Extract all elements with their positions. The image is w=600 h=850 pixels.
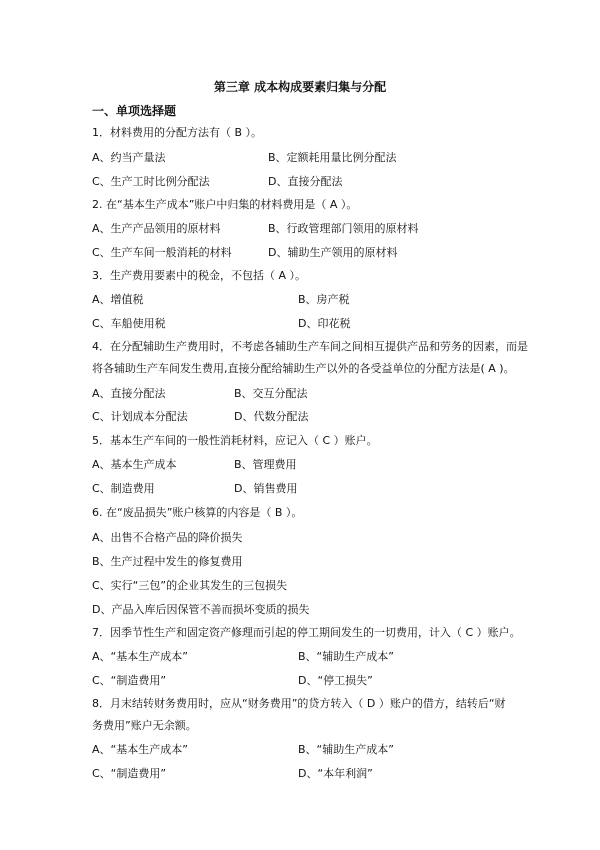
question-4-option-a: A、直接分配法 (92, 387, 166, 400)
question-1-option-d: D、直接分配法 (268, 175, 343, 188)
question-7-option-b: B、“辅助生产成本” (298, 650, 394, 663)
question-5-option-b: B、管理费用 (234, 458, 297, 471)
question-4-stem-line-2: 将各辅助生产车间发生费用,直接分配给辅助生产以外的各受益单位的分配方法是( A )。 (92, 362, 515, 375)
question-2-option-a: A、生产产品领用的原材料 (92, 222, 221, 235)
question-6-option-b: B、生产过程中发生的修复费用 (92, 555, 243, 568)
question-6-option-a: A、出售不合格产品的降价损失 (92, 531, 243, 544)
question-3-option-b: B、房产税 (298, 293, 350, 306)
question-3-option-a: A、增值税 (92, 293, 144, 306)
question-7-stem: 7．因季节性生产和固定资产修理而引起的停工期间发生的一切费用，计入（ C ）账户。 (92, 626, 521, 639)
question-4-option-c: C、计划成本分配法 (92, 410, 188, 423)
question-7-option-a: A、“基本生产成本” (92, 650, 188, 663)
question-2-option-d: D、辅助生产领用的原材料 (268, 246, 398, 259)
question-1-stem: 1．材料费用的分配方法有（ B ）。 (92, 126, 263, 139)
question-2-option-b: B、行政管理部门领用的原材料 (268, 222, 419, 235)
question-8-stem-line-1: 8．月末结转财务费用时，应从“财务费用”的贷方转入（ D ）账户的借方，结转后“财 (92, 697, 506, 710)
question-3-option-d: D、印花税 (298, 317, 351, 330)
question-2-stem: 2. 在“基本生产成本”账户中归集的材料费用是（ A ）。 (92, 198, 358, 211)
question-4-option-d: D、代数分配法 (234, 410, 309, 423)
question-3-option-c: C、车船使用税 (92, 317, 166, 330)
section-heading: 一、单项选择题 (92, 104, 177, 118)
question-5-option-c: C、制造费用 (92, 482, 155, 495)
question-7-option-d: D、“停工损失” (298, 674, 373, 687)
question-2-option-c: C、生产车间一般消耗的材料 (92, 246, 232, 259)
question-8-stem-line-2: 务费用”账户无余额。 (92, 719, 197, 732)
question-6-option-c: C、实行“三包”的企业其发生的三包损失 (92, 579, 288, 592)
question-4-option-b: B、交互分配法 (234, 387, 308, 400)
question-5-stem: 5．基本生产车间的一般性消耗材料，应记入（ C ）账户。 (92, 434, 378, 447)
question-8-option-d: D、“本年利润” (298, 767, 373, 780)
question-1-option-c: C、生产工时比例分配法 (92, 175, 210, 188)
question-8-option-a: A、“基本生产成本” (92, 743, 188, 756)
question-5-option-d: D、销售费用 (234, 482, 298, 495)
question-1-option-a: A、约当产量法 (92, 151, 166, 164)
question-3-stem: 3．生产费用要素中的税金，不包括（ A ）。 (92, 269, 307, 282)
question-8-option-c: C、“制造费用” (92, 767, 167, 780)
chapter-title: 第三章 成本构成要素归集与分配 (213, 80, 387, 94)
question-6-stem: 6. 在“废品损失”账户核算的内容是（ B ）。 (92, 506, 303, 519)
question-1-option-b: B、定额耗用量比例分配法 (268, 151, 397, 164)
question-8-option-b: B、“辅助生产成本” (298, 743, 394, 756)
question-7-option-c: C、“制造费用” (92, 674, 167, 687)
question-5-option-a: A、基本生产成本 (92, 458, 177, 471)
question-6-option-d: D、产品入库后因保管不善而损坏变质的损失 (92, 603, 310, 616)
question-4-stem-line-1: 4．在分配辅助生产费用时，不考虑各辅助生产车间之间相互提供产品和劳务的因素，而是 (92, 340, 528, 353)
